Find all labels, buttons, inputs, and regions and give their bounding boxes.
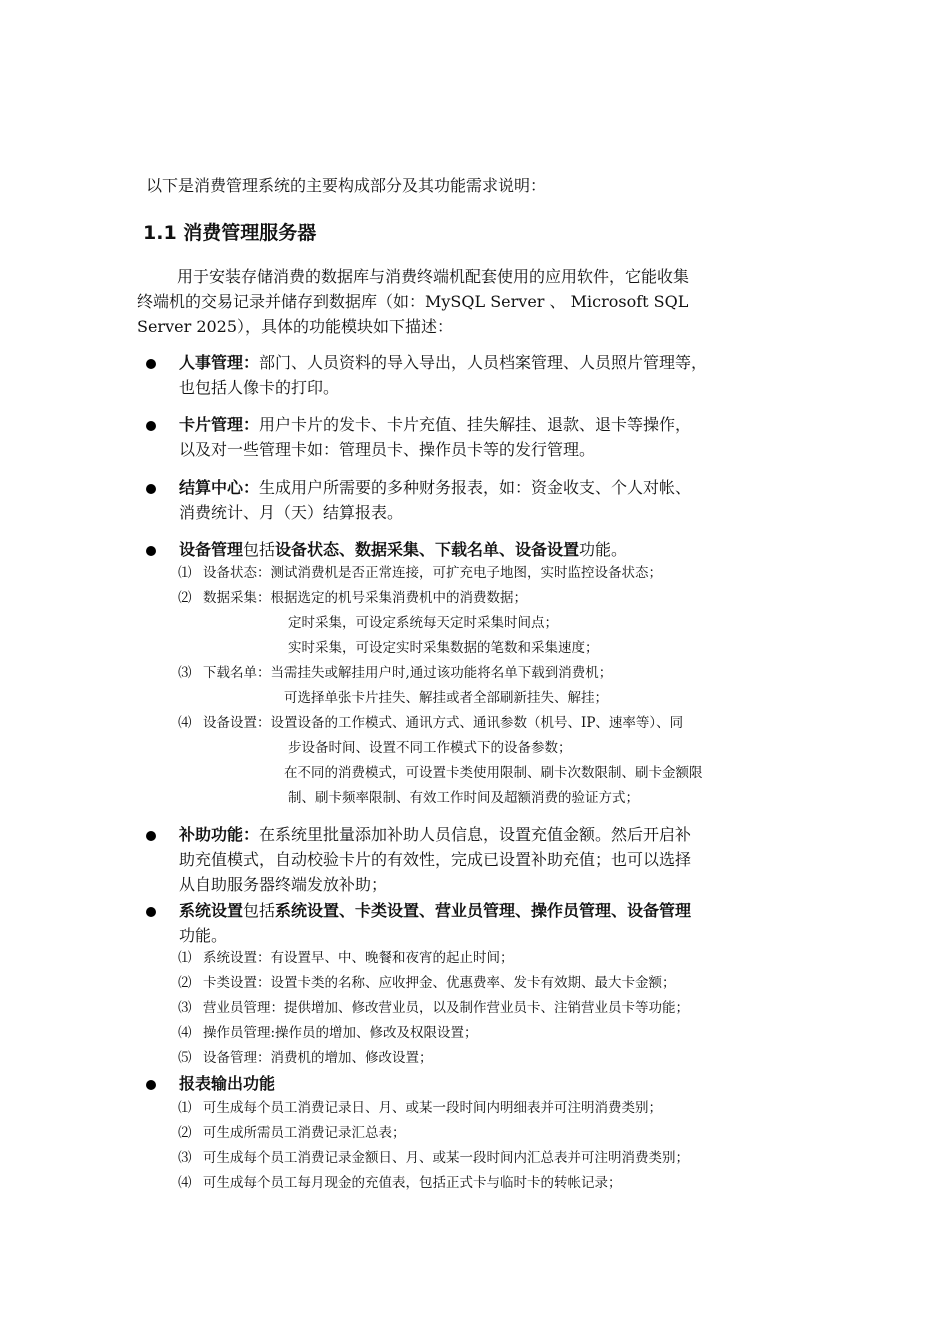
- section-heading: 1.1 消费管理服务器: [143, 222, 317, 244]
- device-sub-item: ⑴ 设备状态：测试消费机是否正常连接，可扩充电子地图，实时监控设备状态；: [178, 565, 662, 581]
- bullet-title: 卡片管理：: [179, 415, 260, 434]
- bullet-text: 包括: [243, 901, 276, 920]
- paragraph-line: Server 2025），具体的功能模块如下描述：: [137, 317, 454, 336]
- bullet-dot-icon: [146, 1080, 156, 1090]
- bullet-title: 结算中心：: [179, 478, 260, 497]
- intro-text: 以下是消费管理系统的主要构成部分及其功能需求说明：: [146, 176, 547, 195]
- bullet-dot-icon: [146, 484, 156, 494]
- report-sub-item: ⑴ 可生成每个员工消费记录日、月、或某一段时间内明细表并可注明消费类别；: [178, 1100, 662, 1116]
- device-sub-continuation: 可选择单张卡片挂失、解挂或者全部刷新挂失、解挂；: [284, 690, 608, 706]
- bullet-text: 功能。: [579, 540, 628, 559]
- system-sub-item: ⑵ 卡类设置：设置卡类的名称、应收押金、优惠费率、发卡有效期、最大卡金额；: [178, 975, 676, 991]
- bullet-title: 系统设置: [179, 901, 244, 920]
- paragraph-line: 终端机的交易记录并储存到数据库（如：MySQL Server 、 Microsoft SQL: [137, 292, 689, 311]
- intro-paragraph: [137, 264, 809, 339]
- bullet-text: 在系统里批量添加补助人员信息，设置充值金额。然后开启补: [259, 825, 692, 844]
- bullet-dot-icon: [146, 831, 156, 841]
- report-sub-item: ⑵ 可生成所需员工消费记录汇总表；: [178, 1125, 406, 1141]
- system-sub-item: ⑸ 设备管理：消费机的增加、修改设置；: [178, 1050, 433, 1066]
- device-sub-continuation: 定时采集，可设定系统每天定时采集时间点；: [288, 615, 558, 631]
- bullet-dot-icon: [146, 359, 156, 369]
- bullet-text: 用户卡片的发卡、卡片充值、挂失解挂、退款、退卡等操作，: [259, 415, 692, 434]
- bullet-text: 从自助服务器终端发放补助；: [179, 875, 388, 894]
- device-sub-item: ⑷ 设备设置：设置设备的工作模式、通讯方式、通讯参数（机号、IP、速率等）、同: [178, 715, 684, 731]
- paragraph-line: 用于安装存储消费的数据库与消费终端机配套使用的应用软件，它能收集: [177, 267, 690, 286]
- bullet-items: 系统设置、卡类设置、营业员管理、操作员管理、设备管理: [275, 901, 692, 920]
- bullet-text: 部门、人员资料的导入导出，人员档案管理、人员照片管理等，: [259, 353, 708, 372]
- device-sub-continuation: 步设备时间、设置不同工作模式下的设备参数；: [288, 740, 572, 756]
- bullet-text: 消费统计、月（天）结算报表。: [179, 503, 404, 522]
- device-sub-continuation: 在不同的消费模式，可设置卡类使用限制、刷卡次数限制、刷卡金额限: [284, 765, 703, 781]
- system-sub-item: ⑴ 系统设置：有设置早、中、晚餐和夜宵的起止时间；: [178, 950, 514, 966]
- bullet-text: 也包括人像卡的打印。: [179, 378, 340, 397]
- bullet-dot-icon: [146, 907, 156, 917]
- bullet-text: 助充值模式，自动校验卡片的有效性，完成已设置补助充值；也可以选择: [179, 850, 692, 869]
- report-sub-item: ⑷ 可生成每个员工每月现金的充值表，包括正式卡与临时卡的转帐记录；: [178, 1175, 622, 1191]
- device-sub-item: ⑶ 下载名单：当需挂失或解挂用户时,通过该功能将名单下载到消费机；: [178, 665, 613, 681]
- device-sub-continuation: 制、刷卡频率限制、有效工作时间及超额消费的验证方式；: [288, 790, 639, 806]
- bullet-dot-icon: [146, 546, 156, 556]
- bullet-title: 设备管理: [179, 540, 244, 559]
- bullet-items: 设备状态、数据采集、下载名单、设备设置: [275, 540, 580, 559]
- bullet-title: 报表输出功能: [179, 1074, 276, 1093]
- bullet-title: 补助功能：: [179, 825, 260, 844]
- bullet-text: 功能。: [179, 926, 228, 945]
- bullet-dot-icon: [146, 421, 156, 431]
- bullet-text: 包括: [243, 540, 276, 559]
- device-sub-continuation: 实时采集，可设定实时采集数据的笔数和采集速度；: [288, 640, 599, 656]
- system-sub-item: ⑷ 操作员管理:操作员的增加、修改及权限设置；: [178, 1025, 478, 1041]
- bullet-title: 人事管理：: [179, 353, 260, 372]
- system-sub-item: ⑶ 营业员管理：提供增加、修改营业员，以及制作营业员卡、注销营业员卡等功能；: [178, 1000, 689, 1016]
- report-sub-item: ⑶ 可生成每个员工消费记录金额日、月、或某一段时间内汇总表并可注明消费类别；: [178, 1150, 689, 1166]
- device-sub-item: ⑵ 数据采集：根据选定的机号采集消费机中的消费数据；: [178, 590, 527, 606]
- bullet-text: 以及对一些管理卡如：管理员卡、操作员卡等的发行管理。: [179, 440, 596, 459]
- bullet-text: 生成用户所需要的多种财务报表，如：资金收支、个人对帐、: [259, 478, 692, 497]
